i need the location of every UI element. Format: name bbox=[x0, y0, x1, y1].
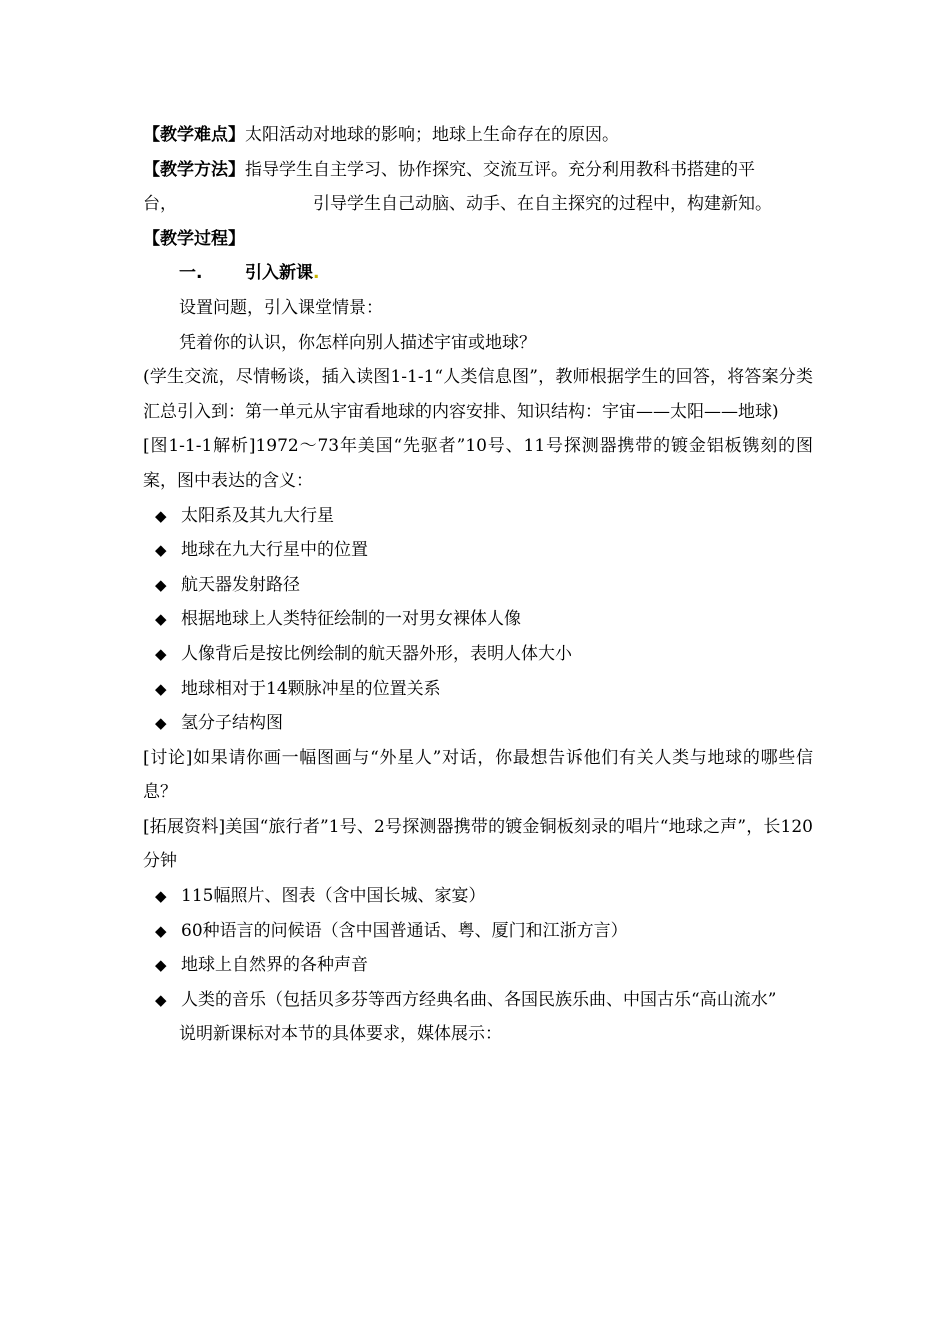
method-text-2b: 引导学生自己动脑、动手、在自主探究的过程中，构建新知。 bbox=[313, 194, 772, 215]
intro-question-1: 设置问题，引入课堂情景： bbox=[179, 297, 383, 318]
diamond-bullet-icon: ◆ bbox=[155, 887, 167, 906]
diamond-bullet-icon: ◆ bbox=[155, 679, 167, 698]
list-item bbox=[143, 499, 813, 534]
section-dot: . bbox=[313, 263, 320, 284]
section-heading bbox=[143, 256, 813, 291]
diamond-bullet-icon: ◆ bbox=[155, 575, 167, 594]
section-number: 一. bbox=[179, 263, 203, 284]
list-item-text: 60种语言的问候语（含中国普通话、粤、厦门和江浙方言） bbox=[181, 920, 628, 941]
list-item bbox=[143, 533, 813, 568]
list-item-text: 人像背后是按比例绘制的航天器外形，表明人体大小 bbox=[181, 643, 572, 664]
list-item bbox=[143, 637, 813, 672]
difficulty-text: 太阳活动对地球的影响；地球上生命存在的原因。 bbox=[245, 125, 619, 145]
figure-note: [图1-1-1解析]1972～73年美国“先驱者”10号、11号探测器携带的镀金铝板镌刻的图案，图中表达的含义： bbox=[143, 436, 813, 491]
method-text-2a: 台， bbox=[143, 194, 177, 215]
diamond-bullet-icon: ◆ bbox=[155, 610, 167, 629]
difficulty-label: 【教学难点】 bbox=[143, 125, 245, 145]
extension-paragraph: [拓展资料]美国“旅行者”1号、2号探测器携带的镀金铜板刻录的唱片“地球之声”，长120分钟 bbox=[143, 816, 813, 872]
list-item-text: 航天器发射路径 bbox=[181, 574, 300, 595]
closing-line: 说明新课标对本节的具体要求，媒体展示： bbox=[179, 1024, 502, 1045]
diamond-bullet-icon: ◆ bbox=[155, 714, 167, 733]
list-item bbox=[143, 568, 813, 603]
diamond-bullet-icon: ◆ bbox=[155, 956, 167, 975]
list-item-text: 人类的音乐（包括贝多芬等西方经典名曲、各国民族乐曲、中国古乐“高山流水” bbox=[181, 989, 777, 1010]
list-item-text: 地球在九大行星中的位置 bbox=[181, 540, 368, 561]
list-item-text: 115幅照片、图表（含中国长城、家宴） bbox=[181, 886, 486, 907]
method-text-1: 指导学生自主学习、协作探究、交流互评。充分利用教科书搭建的平 bbox=[245, 159, 755, 180]
list-item-text: 根据地球上人类特征绘制的一对男女裸体人像 bbox=[181, 609, 521, 630]
difficulty-line bbox=[143, 118, 813, 153]
diamond-bullet-icon: ◆ bbox=[155, 921, 167, 940]
document-page bbox=[143, 118, 813, 1052]
list-item bbox=[143, 879, 813, 914]
figure-meaning-list bbox=[143, 499, 813, 741]
list-item-text: 太阳系及其九大行星 bbox=[181, 505, 334, 526]
list-item bbox=[143, 948, 813, 983]
diamond-bullet-icon: ◆ bbox=[155, 541, 167, 560]
list-item-text: 地球相对于14颗脉冲星的位置关系 bbox=[181, 678, 441, 699]
list-item bbox=[143, 706, 813, 741]
exchange-paragraph: (学生交流，尽情畅谈，插入读图1-1-1“人类信息图”，教师根据学生的回答，将答案分类汇总引入到：第一单元从宇宙看地球的内容安排、知识结构：宇宙——太阳——地球) bbox=[143, 367, 813, 422]
list-item-text: 氢分子结构图 bbox=[181, 713, 283, 734]
process-heading: 【教学过程】 bbox=[143, 228, 245, 249]
section-title: 引入新课 bbox=[245, 263, 313, 284]
list-item bbox=[143, 983, 813, 1018]
diamond-bullet-icon: ◆ bbox=[155, 506, 167, 525]
list-item bbox=[143, 914, 813, 949]
diamond-bullet-icon: ◆ bbox=[155, 990, 167, 1009]
diamond-bullet-icon: ◆ bbox=[155, 644, 167, 663]
discussion-paragraph: [讨论]如果请你画一幅图画与“外星人”对话，你最想告诉他们有关人类与地球的哪些信息？ bbox=[143, 747, 813, 803]
intro-question-2: 凭着你的认识，你怎样向别人描述宇宙或地球？ bbox=[179, 332, 536, 353]
list-item bbox=[143, 672, 813, 707]
record-content-list bbox=[143, 879, 813, 1017]
method-label: 【教学方法】 bbox=[143, 159, 245, 180]
method-line-1 bbox=[143, 153, 813, 188]
method-line-2 bbox=[143, 187, 813, 222]
list-item-text: 地球上自然界的各种声音 bbox=[181, 955, 368, 976]
list-item bbox=[143, 602, 813, 637]
